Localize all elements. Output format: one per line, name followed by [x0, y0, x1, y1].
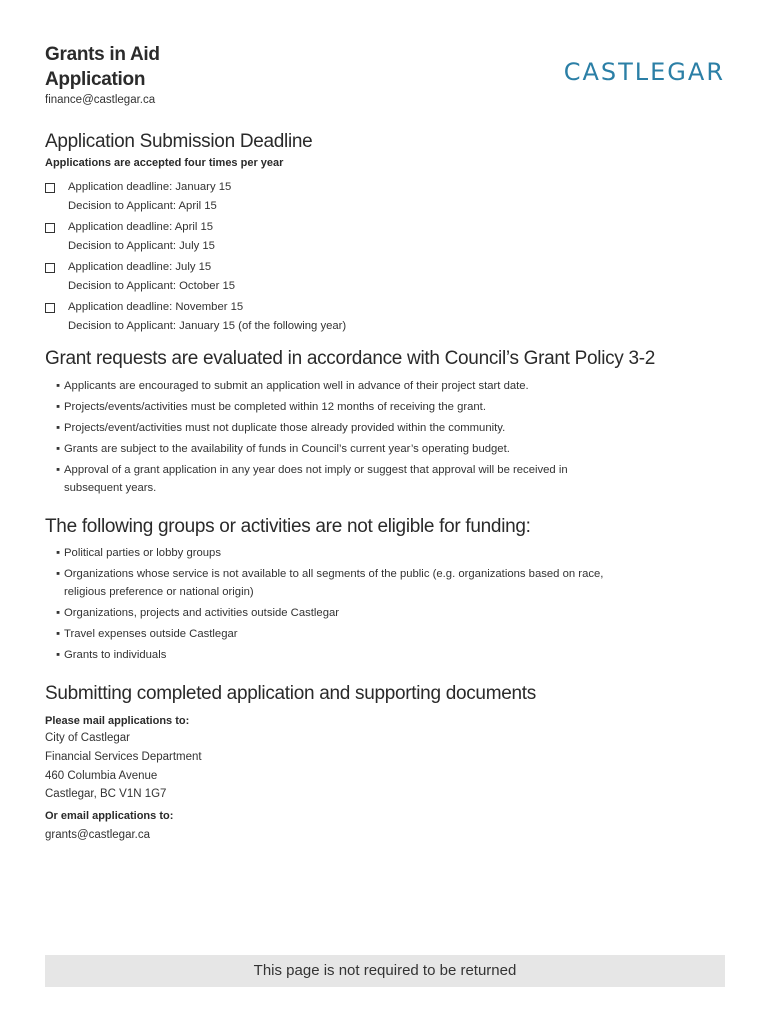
email-label: Or email applications to:: [45, 810, 174, 822]
list-item: ▪ Travel expenses outside Castlegar: [56, 628, 238, 640]
ineligible-heading: The following groups or activities are not eligible for funding:: [45, 516, 531, 537]
list-item: ▪ Approval of a grant application in any year does not imply or suggest that approval will be received in subsequent years.: [56, 464, 568, 494]
title-line-1: Grants in Aid: [45, 44, 160, 65]
grants-email[interactable]: grants@castlegar.ca: [45, 829, 151, 841]
return-note: This page is not required to be returned: [253, 962, 517, 979]
address-line: Castlegar, BC V1N 1G7: [45, 788, 167, 801]
list-item: ▪ Applicants are encouraged to submit an application well in advance of their project start date.: [56, 380, 529, 392]
decision-text: Decision to Applicant: July 15: [68, 239, 215, 252]
decision-text: Decision to Applicant: October 15: [68, 279, 236, 292]
mailing-address: [45, 729, 202, 804]
page-title: [45, 42, 160, 92]
deadline-text: Application deadline: January 15: [68, 181, 232, 193]
deadline-text: Application deadline: July 15: [68, 261, 212, 273]
list-item: ▪ Projects/event/activities must not duplicate those already provided within the community.: [56, 422, 506, 434]
title-line-2: Application: [45, 69, 146, 90]
deadline-item: [45, 218, 645, 255]
submit-heading: Submitting completed application and supporting documents: [45, 683, 536, 704]
mail-label: Please mail applications to:: [45, 715, 190, 727]
checkbox-icon[interactable]: [45, 183, 55, 193]
deadline-text: Application deadline: April 15: [68, 221, 214, 233]
list-item: ▪ Organizations, projects and activities outside Castlegar: [56, 607, 340, 619]
policy-bullet-list: [56, 377, 656, 500]
address-line: Financial Services Department: [45, 750, 202, 763]
deadline-item: [45, 178, 645, 215]
list-item: ▪ Projects/events/activities must be completed within 12 months of receiving the grant.: [56, 401, 486, 413]
deadline-item: [45, 258, 645, 295]
checkbox-icon[interactable]: [45, 223, 55, 233]
list-item: ▪ Grants are subject to the availability of funds in Council’s current year’s operating budget.: [56, 443, 510, 455]
return-note-banner: [45, 955, 725, 987]
address-line: City of Castlegar: [45, 732, 131, 744]
castlegar-logo: CASTLEGAR: [563, 58, 725, 86]
deadline-text: Application deadline: November 15: [68, 301, 244, 313]
decision-text: Decision to Applicant: January 15 (of the following year): [68, 319, 347, 332]
list-item: ▪ Political parties or lobby groups: [56, 547, 221, 559]
checkbox-icon[interactable]: [45, 263, 55, 273]
deadline-subheading: Applications are accepted four times per year: [45, 157, 284, 169]
deadline-item: [45, 298, 645, 335]
decision-text: Decision to Applicant: April 15: [68, 199, 217, 212]
policy-heading: Grant requests are evaluated in accordance with Council’s Grant Policy 3-2: [45, 348, 656, 369]
deadline-heading: Application Submission Deadline: [45, 131, 313, 152]
list-item: ▪ Organizations whose service is not available to all segments of the public (e.g. organizations based on race, religious preference or national origin): [56, 568, 604, 598]
deadline-list: [45, 178, 645, 338]
list-item: ▪ Grants to individuals: [56, 649, 167, 661]
address-line: 460 Columbia Avenue: [45, 769, 158, 782]
finance-email[interactable]: finance@castlegar.ca: [45, 94, 156, 106]
ineligible-bullet-list: [56, 544, 656, 667]
checkbox-icon[interactable]: [45, 303, 55, 313]
